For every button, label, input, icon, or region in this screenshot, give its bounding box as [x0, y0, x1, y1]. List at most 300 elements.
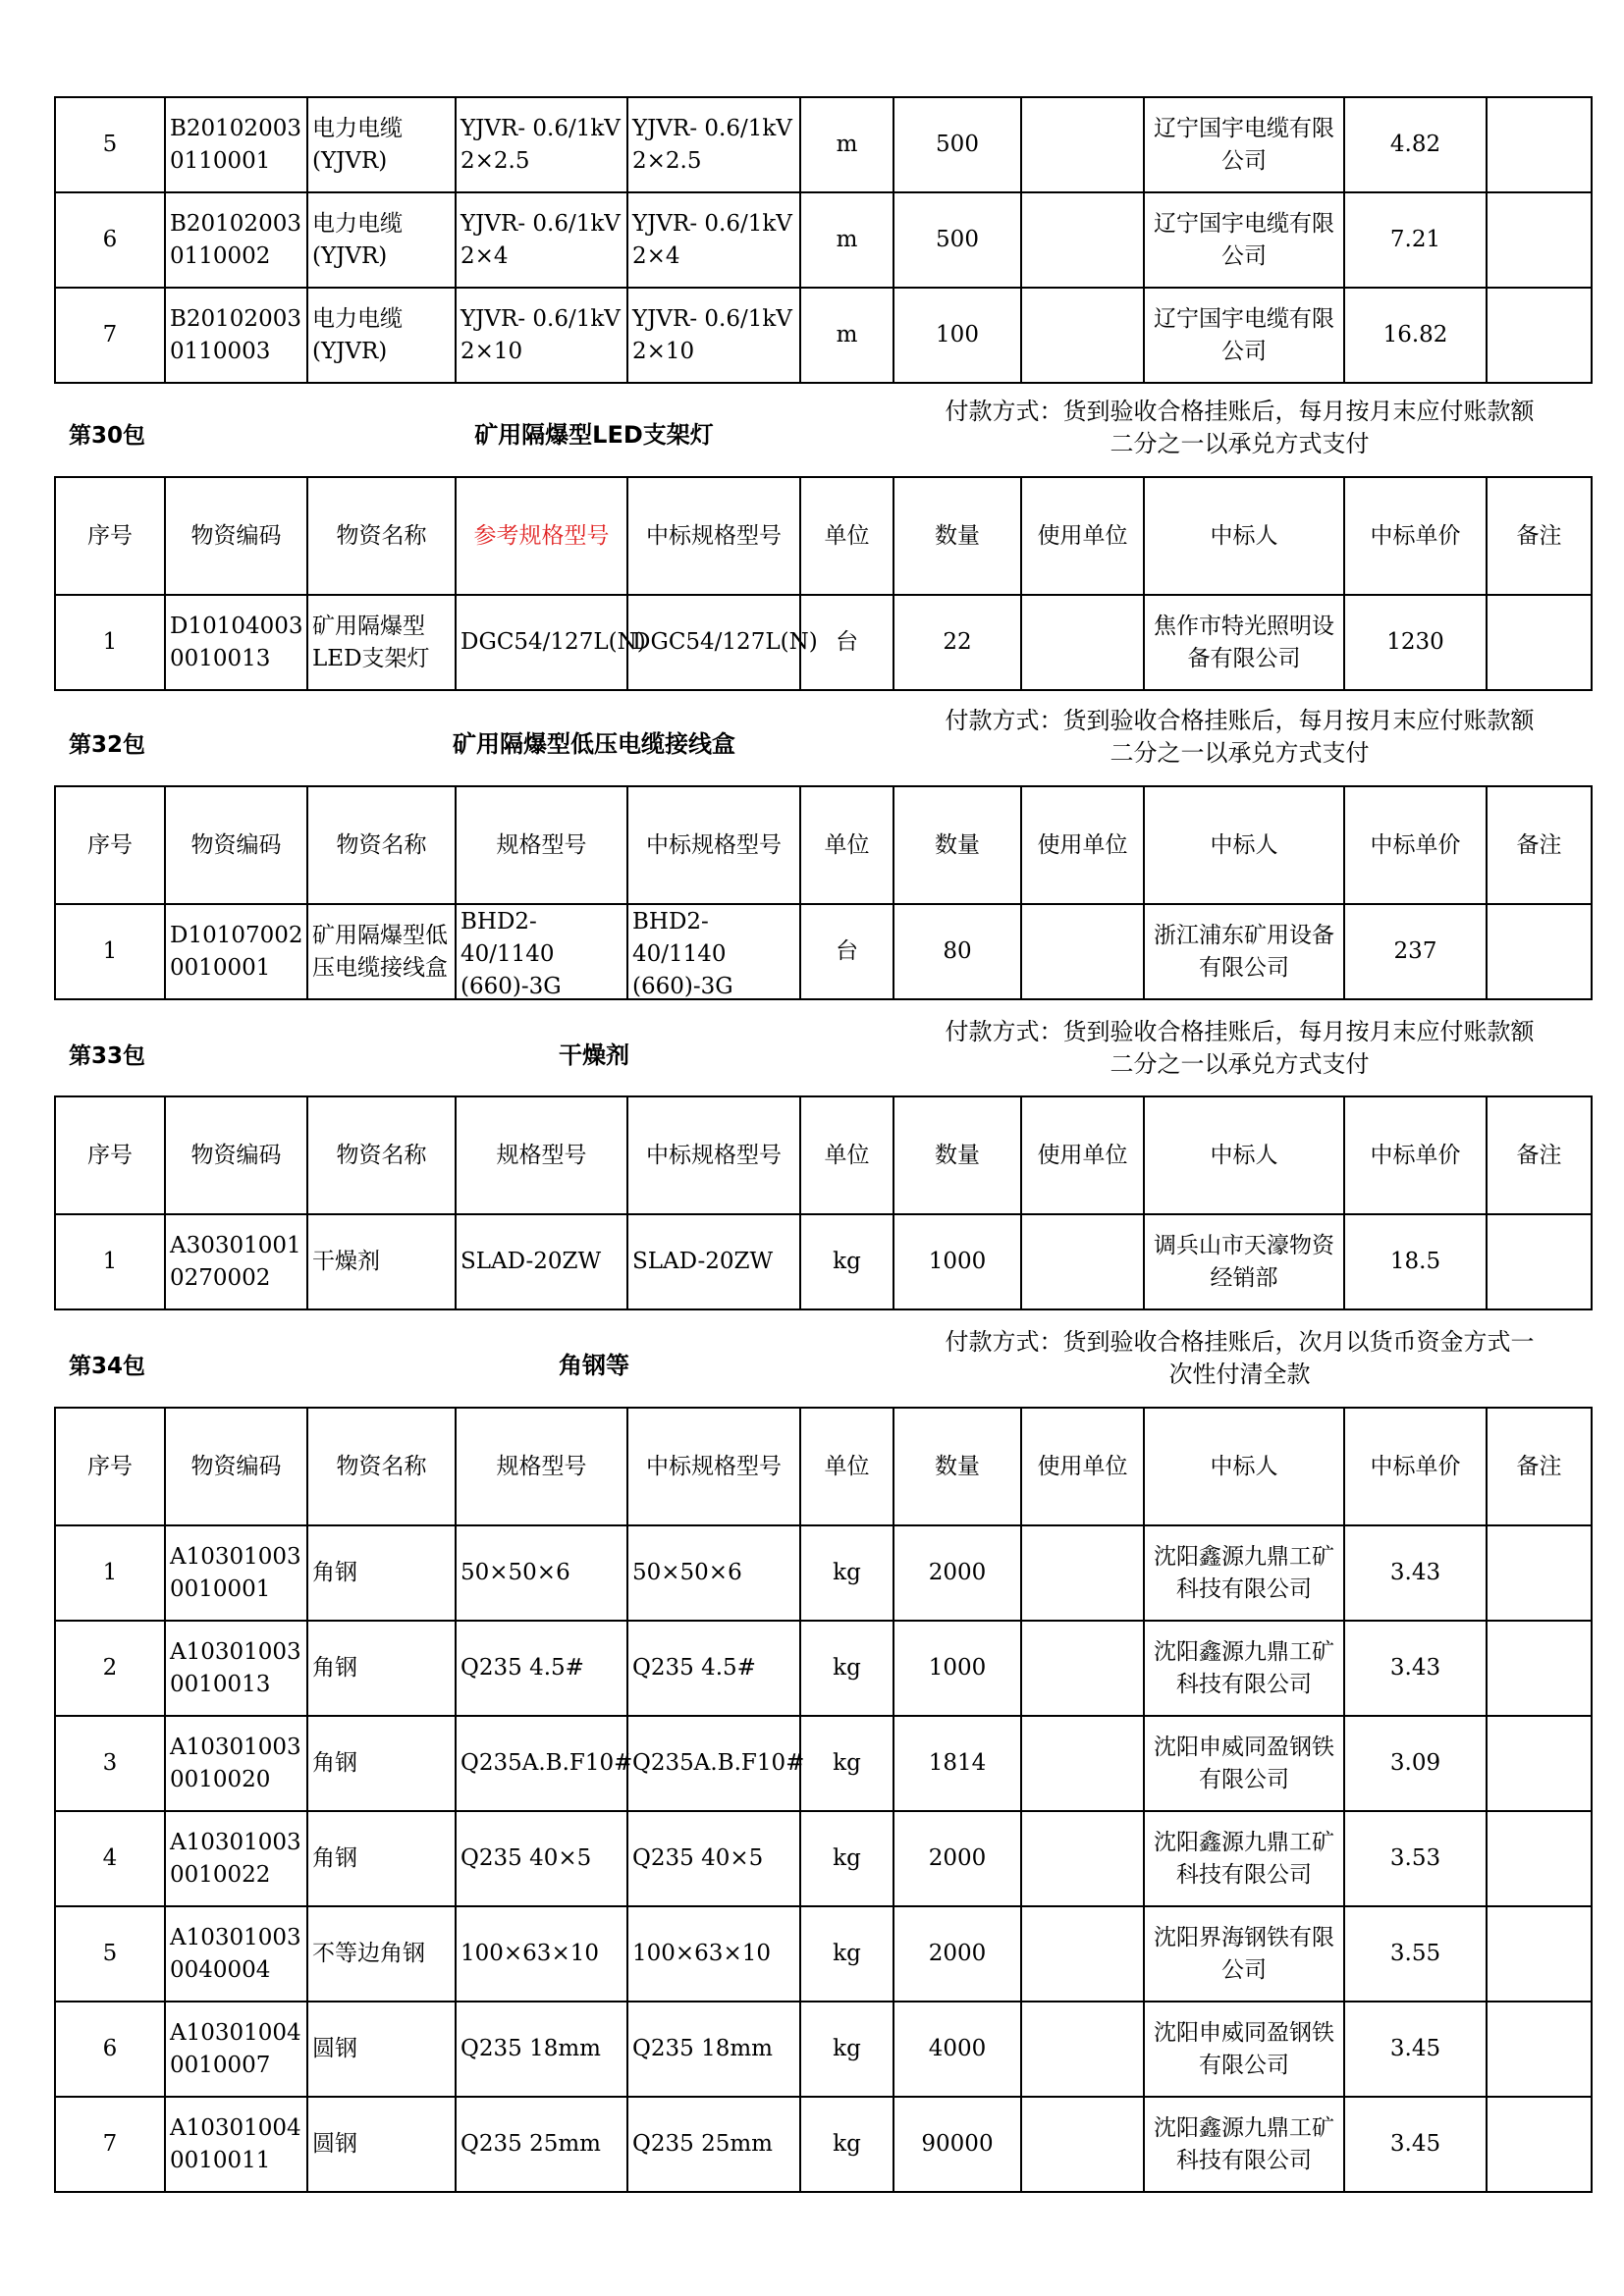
- payment-terms: [889, 1326, 1591, 1391]
- table-header-row: [55, 477, 1592, 595]
- cell-text: YJVR- 0.6/1kV 2×4: [460, 210, 621, 269]
- column-header: 备注: [1487, 1408, 1592, 1525]
- table-row: [55, 1811, 1592, 1906]
- column-header: 单位: [800, 1408, 893, 1525]
- payment-terms: [889, 705, 1591, 770]
- cell-winner: [1144, 1811, 1344, 1906]
- cell-winner: [1144, 1621, 1344, 1716]
- cell-text: 干燥剂: [312, 1249, 380, 1274]
- column-header: 中标人: [1144, 786, 1344, 904]
- cell-text: kg: [833, 1845, 861, 1871]
- cell-text: 1: [102, 938, 118, 964]
- cell-text: Q235 4.5#: [632, 1655, 756, 1681]
- cell-spec: [456, 1621, 627, 1716]
- payment-terms-line1: 付款方式：货到验收合格挂账后，每月按月末应付账款额: [945, 707, 1535, 734]
- cell-text: 3.53: [1389, 1845, 1441, 1871]
- cell-text: SLAD-20ZW: [632, 1249, 774, 1274]
- column-header: 中标单价: [1344, 786, 1487, 904]
- cell-text: 3.55: [1389, 1941, 1441, 1966]
- cell-text: Q235 25mm: [460, 2131, 601, 2157]
- cell-text: kg: [833, 1655, 861, 1681]
- column-header: 物资名称: [307, 1408, 456, 1525]
- cell-unit: [800, 2097, 893, 2192]
- cell-text: YJVR- 0.6/1kV 2×10: [460, 305, 621, 364]
- cell-text: 16.82: [1382, 322, 1448, 347]
- table-header-row: [55, 1096, 1592, 1214]
- cell-note: [1487, 1525, 1592, 1621]
- cell-note: [1487, 1811, 1592, 1906]
- cell-text: BHD2- 40/1140 (660)-3G: [460, 909, 562, 999]
- cell-unit: [800, 1525, 893, 1621]
- cell-price: [1344, 1811, 1487, 1906]
- cell-name: [307, 904, 456, 999]
- cell-code: [165, 1525, 307, 1621]
- cell-win-spec: [627, 1525, 800, 1621]
- cell-text: kg: [833, 1560, 861, 1585]
- cell-unit: [800, 2002, 893, 2097]
- column-header: 序号: [55, 477, 165, 595]
- cell-text: 4: [102, 1845, 118, 1871]
- cell-no: [55, 904, 165, 999]
- cell-no: [55, 1525, 165, 1621]
- column-header: 规格型号: [456, 1096, 627, 1214]
- column-header: 中标人: [1144, 1408, 1344, 1525]
- package-table: [54, 476, 1593, 691]
- cell-text: A10301003 0010022: [170, 1829, 301, 1888]
- cell-text: 500: [936, 227, 979, 252]
- cell-spec: [456, 1214, 627, 1309]
- cell-code: [165, 1621, 307, 1716]
- cell-win-spec: [627, 904, 800, 999]
- cell-price: [1344, 1214, 1487, 1309]
- cell-text: 调兵山市天濠物资经销部: [1154, 1232, 1334, 1291]
- cell-code: [165, 192, 307, 288]
- cell-winner: [1144, 192, 1344, 288]
- cell-text: 1: [102, 629, 118, 655]
- cell-code: [165, 1214, 307, 1309]
- cell-name: [307, 1621, 456, 1716]
- cell-text: 沈阳鑫源九鼎工矿科技有限公司: [1154, 1638, 1334, 1697]
- cell-qty: [893, 1525, 1021, 1621]
- column-header: 中标单价: [1344, 477, 1487, 595]
- cell-text: 1230: [1386, 629, 1444, 655]
- cell-text: A10301003 0010020: [170, 1734, 301, 1792]
- cell-text: 辽宁国宇电缆有限公司: [1154, 305, 1334, 364]
- cell-text: 角钢: [312, 1845, 357, 1871]
- cell-text: Q235 25mm: [632, 2131, 773, 2157]
- cell-no: [55, 1906, 165, 2002]
- table-row: [55, 2002, 1592, 2097]
- cell-note: [1487, 1716, 1592, 1811]
- cell-text: 浙江浦东矿用设备有限公司: [1154, 922, 1334, 981]
- cell-no: [55, 192, 165, 288]
- package-table: [54, 1095, 1593, 1310]
- cell-user: [1021, 2097, 1144, 2192]
- cell-name: [307, 288, 456, 383]
- cell-text: kg: [833, 2036, 861, 2061]
- cell-unit: [800, 1716, 893, 1811]
- package-title: 角钢等: [559, 1352, 629, 1379]
- cell-text: A30301001 0270002: [170, 1232, 301, 1291]
- cell-text: Q235A.B.F10#: [632, 1750, 805, 1776]
- cable-table-continued: [54, 96, 1593, 384]
- column-header: 使用单位: [1021, 786, 1144, 904]
- cell-text: 沈阳申威同盈钢铁有限公司: [1154, 1734, 1334, 1792]
- column-header: 序号: [55, 786, 165, 904]
- cell-text: 2000: [928, 1941, 987, 1966]
- column-header: 单位: [800, 1096, 893, 1214]
- cell-unit: [800, 1906, 893, 2002]
- column-header: 使用单位: [1021, 1096, 1144, 1214]
- cell-text: 电力电缆 (YJVR): [312, 305, 403, 364]
- cell-no: [55, 2002, 165, 2097]
- table-row: [55, 1525, 1592, 1621]
- cell-win-spec: [627, 97, 800, 192]
- cell-price: [1344, 1525, 1487, 1621]
- cell-name: [307, 1811, 456, 1906]
- table-row: [55, 192, 1592, 288]
- cell-unit: [800, 1811, 893, 1906]
- cell-user: [1021, 1716, 1144, 1811]
- cell-text: 5: [102, 132, 118, 157]
- table-row: [55, 288, 1592, 383]
- cell-text: 角钢: [312, 1750, 357, 1776]
- cell-no: [55, 1716, 165, 1811]
- payment-terms-line2: 二分之一以承兑方式支付: [1110, 1050, 1370, 1078]
- cell-text: 3.43: [1389, 1655, 1441, 1681]
- cell-text: 沈阳鑫源九鼎工矿科技有限公司: [1154, 1829, 1334, 1888]
- cell-spec: [456, 1906, 627, 2002]
- cell-text: 1000: [928, 1655, 987, 1681]
- cell-spec: [456, 595, 646, 690]
- cell-user: [1021, 192, 1144, 288]
- cell-text: 7.21: [1389, 227, 1441, 252]
- cell-text: 2: [102, 1655, 118, 1681]
- cell-note: [1487, 97, 1592, 192]
- cell-user: [1021, 288, 1144, 383]
- column-header: 规格型号: [456, 1408, 627, 1525]
- cell-user: [1021, 97, 1144, 192]
- cell-spec: [456, 2097, 627, 2192]
- cell-text: 矿用隔爆型LED支架灯: [312, 613, 430, 671]
- cell-unit: [800, 1621, 893, 1716]
- column-header: 规格型号: [456, 786, 627, 904]
- cell-text: 台: [836, 629, 858, 655]
- payment-terms-line2: 二分之一以承兑方式支付: [1110, 739, 1370, 767]
- package-table: [54, 1407, 1593, 2193]
- cell-price: [1344, 97, 1487, 192]
- cell-note: [1487, 2002, 1592, 2097]
- cell-user: [1021, 595, 1144, 690]
- cell-spec: [456, 1525, 627, 1621]
- cell-text: 18.5: [1389, 1249, 1441, 1274]
- cell-user: [1021, 1621, 1144, 1716]
- column-header: 物资编码: [165, 1408, 307, 1525]
- cell-text: D10104003 0010013: [170, 613, 303, 671]
- cell-qty: [893, 2097, 1021, 2192]
- cell-text: 3.45: [1389, 2131, 1441, 2157]
- cell-code: [165, 904, 307, 999]
- cell-winner: [1144, 904, 1344, 999]
- cell-win-spec: [627, 1811, 800, 1906]
- column-header: 数量: [893, 786, 1021, 904]
- cell-qty: [893, 595, 1021, 690]
- cell-name: [307, 1525, 456, 1621]
- cell-name: [307, 2097, 456, 2192]
- cell-text: kg: [833, 2131, 861, 2157]
- cell-text: 辽宁国宇电缆有限公司: [1154, 115, 1334, 174]
- cell-text: 台: [836, 938, 858, 964]
- cell-note: [1487, 1906, 1592, 2002]
- cell-text: 焦作市特光照明设备有限公司: [1154, 613, 1334, 671]
- cell-user: [1021, 1811, 1144, 1906]
- cell-win-spec: [627, 192, 800, 288]
- cell-text: YJVR- 0.6/1kV 2×10: [632, 305, 792, 364]
- cell-text: 90000: [921, 2131, 994, 2157]
- cell-win-spec: [627, 2097, 800, 2192]
- column-header: 中标规格型号: [627, 1408, 800, 1525]
- column-header: 物资名称: [307, 477, 456, 595]
- cell-price: [1344, 2002, 1487, 2097]
- cell-text: B20102003 0110003: [170, 305, 301, 364]
- table-row: [55, 595, 1592, 690]
- cell-text: 500: [936, 132, 979, 157]
- cell-text: m: [836, 322, 858, 347]
- package-title: 干燥剂: [559, 1041, 629, 1069]
- cell-text: DGC54/127L(N): [632, 629, 818, 655]
- package-table: [54, 785, 1593, 1000]
- cell-code: [165, 1811, 307, 1906]
- cell-text: 沈阳申威同盈钢铁有限公司: [1154, 2019, 1334, 2078]
- cell-text: 3.09: [1389, 1750, 1441, 1776]
- cell-no: [55, 1214, 165, 1309]
- table-row: [55, 2097, 1592, 2192]
- cell-qty: [893, 1906, 1021, 2002]
- cell-code: [165, 2002, 307, 2097]
- cell-text: 沈阳鑫源九鼎工矿科技有限公司: [1154, 1543, 1334, 1602]
- cell-code: [165, 1716, 307, 1811]
- cell-winner: [1144, 288, 1344, 383]
- column-header: 中标规格型号: [627, 477, 800, 595]
- cell-text: 1000: [928, 1249, 987, 1274]
- cell-code: [165, 288, 307, 383]
- package-label: 第32包: [69, 732, 146, 758]
- payment-terms: [889, 396, 1591, 460]
- cell-text: 237: [1393, 938, 1437, 964]
- cell-price: [1344, 288, 1487, 383]
- cell-text: 圆钢: [312, 2036, 357, 2061]
- cell-name: [307, 1214, 456, 1309]
- cell-name: [307, 97, 456, 192]
- cell-text: A10301004 0010011: [170, 2114, 301, 2173]
- cell-win-spec: [627, 1621, 800, 1716]
- cell-win-spec: [627, 288, 800, 383]
- cell-text: 电力电缆 (YJVR): [312, 210, 403, 269]
- cell-spec: [456, 97, 627, 192]
- cell-user: [1021, 1906, 1144, 2002]
- cell-text: Q235 40×5: [460, 1845, 592, 1871]
- cell-note: [1487, 595, 1592, 690]
- column-header: 参考规格型号: [456, 477, 627, 595]
- cell-text: 不等边角钢: [312, 1941, 425, 1966]
- column-header: 中标人: [1144, 477, 1344, 595]
- cell-text: kg: [833, 1750, 861, 1776]
- payment-terms-line1: 付款方式：货到验收合格挂账后，每月按月末应付账款额: [945, 398, 1535, 425]
- cell-no: [55, 2097, 165, 2192]
- cell-text: 50×50×6: [632, 1560, 742, 1585]
- cell-text: 2000: [928, 1560, 987, 1585]
- column-header: 序号: [55, 1408, 165, 1525]
- cell-text: Q235 40×5: [632, 1845, 764, 1871]
- column-header: 中标单价: [1344, 1408, 1487, 1525]
- cell-text: 3.45: [1389, 2036, 1441, 2061]
- cell-text: A10301003 0010001: [170, 1543, 301, 1602]
- column-header: 物资名称: [307, 1096, 456, 1214]
- cell-name: [307, 192, 456, 288]
- cell-text: m: [836, 227, 858, 252]
- cell-text: 矿用隔爆型低压电缆接线盒: [312, 922, 448, 981]
- cell-note: [1487, 1214, 1592, 1309]
- cell-code: [165, 2097, 307, 2192]
- cell-winner: [1144, 2097, 1344, 2192]
- cell-text: 100×63×10: [460, 1941, 599, 1966]
- cell-text: 7: [102, 2131, 118, 2157]
- cell-text: 6: [102, 227, 118, 252]
- table-row: [55, 1906, 1592, 2002]
- cell-text: 1: [102, 1249, 118, 1274]
- cell-name: [307, 2002, 456, 2097]
- cell-win-spec: [627, 595, 818, 690]
- cell-text: A10301003 0040004: [170, 1924, 301, 1983]
- cell-qty: [893, 288, 1021, 383]
- package-label: 第30包: [69, 423, 146, 449]
- cell-text: 圆钢: [312, 2131, 357, 2157]
- table-row: [55, 1716, 1592, 1811]
- cell-text: 角钢: [312, 1560, 357, 1585]
- cell-winner: [1144, 97, 1344, 192]
- table-row: [55, 1214, 1592, 1309]
- cell-unit: [800, 1214, 893, 1309]
- package-label: 第33包: [69, 1043, 146, 1069]
- cell-code: [165, 97, 307, 192]
- cell-text: 6: [102, 2036, 118, 2061]
- payment-terms-line1: 付款方式：货到验收合格挂账后，次月以货币资金方式一: [945, 1328, 1535, 1356]
- column-header: 序号: [55, 1096, 165, 1214]
- cell-text: 50×50×6: [460, 1560, 570, 1585]
- package-label: 第34包: [69, 1354, 146, 1379]
- column-header: 数量: [893, 477, 1021, 595]
- column-header: 物资编码: [165, 1096, 307, 1214]
- column-header: 备注: [1487, 1096, 1592, 1214]
- cell-qty: [893, 97, 1021, 192]
- cell-text: m: [836, 132, 858, 157]
- cell-text: 沈阳鑫源九鼎工矿科技有限公司: [1154, 2114, 1334, 2173]
- cell-text: 3: [102, 1750, 118, 1776]
- cell-price: [1344, 192, 1487, 288]
- cell-win-spec: [627, 1716, 805, 1811]
- cell-text: A10301004 0010007: [170, 2019, 301, 2078]
- cell-text: BHD2- 40/1140 (660)-3G: [632, 909, 733, 999]
- column-header: 使用单位: [1021, 477, 1144, 595]
- cell-spec: [456, 192, 627, 288]
- cell-winner: [1144, 2002, 1344, 2097]
- cell-price: [1344, 1716, 1487, 1811]
- cell-no: [55, 288, 165, 383]
- cell-text: B20102003 0110001: [170, 115, 301, 174]
- column-header: 单位: [800, 786, 893, 904]
- cell-text: 7: [102, 322, 118, 347]
- table-header-row: [55, 786, 1592, 904]
- table-row: [55, 1621, 1592, 1716]
- cell-name: [307, 595, 456, 690]
- cell-code: [165, 595, 307, 690]
- cell-text: B20102003 0110002: [170, 210, 301, 269]
- cell-name: [307, 1716, 456, 1811]
- cell-win-spec: [627, 2002, 800, 2097]
- cell-text: 1: [102, 1560, 118, 1585]
- column-header: 数量: [893, 1096, 1021, 1214]
- payment-terms: [889, 1016, 1591, 1081]
- cell-qty: [893, 1811, 1021, 1906]
- cell-text: 100: [936, 322, 979, 347]
- cell-price: [1344, 1906, 1487, 2002]
- cell-win-spec: [627, 1906, 800, 2002]
- column-header: 中标规格型号: [627, 786, 800, 904]
- cell-note: [1487, 2097, 1592, 2192]
- table-row: [55, 97, 1592, 192]
- cell-unit: [800, 192, 893, 288]
- cell-text: YJVR- 0.6/1kV 2×4: [632, 210, 792, 269]
- cell-price: [1344, 904, 1487, 999]
- cell-win-spec: [627, 1214, 800, 1309]
- cell-text: 22: [943, 629, 972, 655]
- cell-spec: [456, 1716, 633, 1811]
- payment-terms-line2: 次性付清全款: [1168, 1361, 1311, 1388]
- payment-terms-line1: 付款方式：货到验收合格挂账后，每月按月末应付账款额: [945, 1018, 1535, 1045]
- column-header: 使用单位: [1021, 1408, 1144, 1525]
- cell-winner: [1144, 1906, 1344, 2002]
- cell-note: [1487, 288, 1592, 383]
- cell-code: [165, 1906, 307, 2002]
- cell-qty: [893, 1214, 1021, 1309]
- cell-price: [1344, 1621, 1487, 1716]
- cell-spec: [456, 1811, 627, 1906]
- cell-price: [1344, 595, 1487, 690]
- column-header: 物资编码: [165, 786, 307, 904]
- cell-text: Q235A.B.F10#: [460, 1750, 633, 1776]
- cell-user: [1021, 1525, 1144, 1621]
- cell-no: [55, 1621, 165, 1716]
- cell-text: YJVR- 0.6/1kV 2×2.5: [632, 115, 792, 174]
- cell-qty: [893, 192, 1021, 288]
- column-header: 中标规格型号: [627, 1096, 800, 1214]
- cell-winner: [1144, 1716, 1344, 1811]
- cell-text: DGC54/127L(N): [460, 629, 646, 655]
- cell-price: [1344, 2097, 1487, 2192]
- cell-text: Q235 18mm: [632, 2036, 773, 2061]
- cell-text: 角钢: [312, 1655, 357, 1681]
- cell-qty: [893, 2002, 1021, 2097]
- column-header: 单位: [800, 477, 893, 595]
- cell-text: 4000: [928, 2036, 987, 2061]
- cell-text: kg: [833, 1249, 861, 1274]
- cell-winner: [1144, 595, 1344, 690]
- cell-winner: [1144, 1214, 1344, 1309]
- cell-text: 电力电缆 (YJVR): [312, 115, 403, 174]
- column-header: 数量: [893, 1408, 1021, 1525]
- cell-text: 100×63×10: [632, 1941, 771, 1966]
- cell-text: Q235 4.5#: [460, 1655, 584, 1681]
